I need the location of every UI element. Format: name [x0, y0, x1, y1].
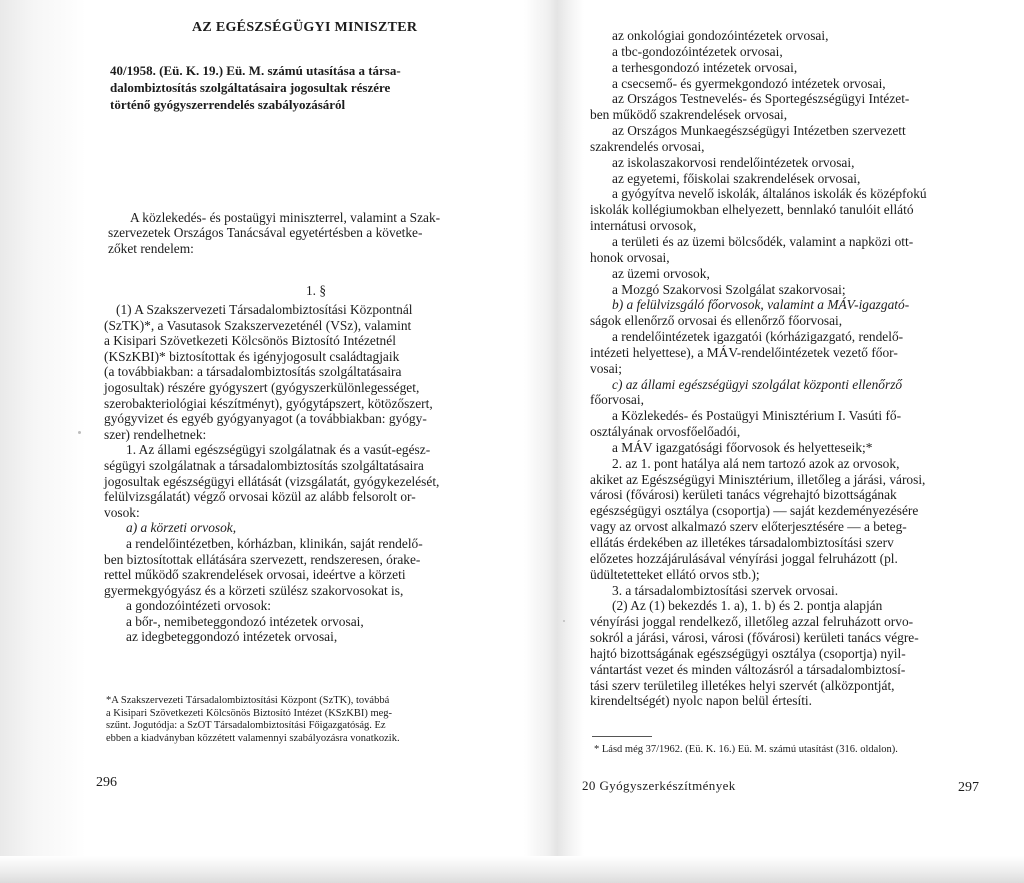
- text-line: szer) rendelhetnek:: [104, 426, 207, 442]
- text-line: kirendeltségét) nyolc napon belül értesíti.: [590, 693, 812, 709]
- text-line: honok orvosai,: [590, 249, 670, 265]
- text-line: ségügyi szolgálatnak a társadalombiztosítás szolgáltatásaira: [104, 457, 424, 473]
- right-page-number: 297: [958, 780, 979, 795]
- text-line: internátusi orvosok,: [590, 218, 697, 234]
- running-footer: [582, 778, 736, 794]
- list-item: c) az állami egészségügyi szolgálat központi ellenőrző: [612, 376, 903, 392]
- text-line: szervezetek Országos Tanácsával egyetértésben a követke-: [108, 225, 423, 241]
- paper-speck: [563, 620, 565, 622]
- text-line: ellátás érdekében az illetékes társadalombiztosítási szerv: [590, 535, 894, 550]
- text-line: (KSzKBI)* biztosítottak és igényjogosult családtagjaik: [104, 348, 400, 364]
- list-item: a gyógyítva nevelő iskolák, általános iskolák és középfokú: [612, 186, 927, 202]
- list-item: a MÁV igazgatósági főorvosok és helyetteseik;*: [612, 439, 873, 455]
- list-item: a területi és az üzemi bölcsődék, valamint a napközi ott-: [612, 233, 914, 249]
- right-page: [582, 0, 1010, 883]
- text-line: (2) Az (1) bekezdés 1. a), 1. b) és 2. pontja alapján: [612, 598, 883, 614]
- text-line: iskolák kollégiumokban elhelyezett, bennlakó tanulóit ellátó: [590, 202, 914, 218]
- footnote-line: ebben a kiadványban közzétett valamennyi szabályozásra vonatkozik.: [106, 732, 400, 744]
- list-item: a bőr-, nemibeteggondozó intézetek orvosai,: [126, 613, 364, 629]
- text-line: előzetes hozzájárulásával vényírási joggal felruházott (pl.: [590, 550, 898, 566]
- list-item: az Országos Testnevelés- és Sportegészségügyi Intézet-: [612, 91, 910, 107]
- list-item: a) a körzeti orvosok,: [126, 520, 237, 536]
- list-item: a rendelőintézetek igazgatói (kórházigazgató, rendelő-: [612, 329, 904, 345]
- left-page: [96, 0, 516, 883]
- footnote-line: *A Szakszervezeti Társadalombiztosítási Központ (SzTK), továbbá: [106, 695, 390, 706]
- text-line: 1. Az állami egészségügyi szolgálatnak és a vasút-egész-: [126, 442, 431, 458]
- footnote-line: a Kisipari Szövetkezeti Kölcsönös Biztosító Intézet (KSzKBI) meg-: [106, 707, 393, 719]
- text-line: felülvizsgálatát) végző orvosai közül az alább felsorolt or-: [104, 489, 416, 505]
- text-line: a Kisipari Szövetkezeti Kölcsönös Biztosító Intézetnél: [104, 333, 396, 349]
- text-line: vagy az orvost alkalmazó szerv előterjesztésére — a beteg-: [590, 519, 907, 535]
- text-line: (SzTK)*, a Vasutasok Szakszervezeténél (VSz), valamint: [104, 317, 412, 333]
- list-item: az iskolaszakorvosi rendelőintézetek orvosai,: [612, 154, 855, 170]
- text-line: ben működő szakrendelések orvosai,: [590, 107, 788, 123]
- text-line: vényírási joggal rendelkező, illetőleg azzal felruházott orvo-: [590, 614, 914, 630]
- text-line: A közlekedés- és postaügyi miniszterrel, valamint a Szak-: [130, 210, 441, 225]
- text-line: tási szerv területileg illetékes helyi szervét (alközpontját,: [590, 677, 895, 693]
- text-line: akiket az Egészségügyi Minisztérium, illetőleg a járási, városi,: [590, 471, 926, 487]
- left-footnote: [106, 695, 522, 745]
- text-line: zőket rendelem:: [108, 240, 194, 256]
- text-line: szakrendelés orvosai,: [590, 138, 705, 154]
- title-line: történő gyógyszerrendelés szabályozásáról: [110, 97, 346, 112]
- list-item: a terhesgondozó intézetek orvosai,: [612, 59, 798, 75]
- text-line: jogosultak egészségügyi ellátását (vizsgálatát, gyógykezelését,: [104, 473, 440, 489]
- text-line: szerobakteriológiai készítményt), gyógytápszert, kötözőszert,: [104, 395, 433, 411]
- text-line: főorvosai,: [590, 392, 644, 408]
- text-line: osztályának orvosfőelőadói,: [590, 424, 741, 440]
- text-line: a rendelőintézetben, kórházban, klinikán, saját rendelő-: [126, 535, 423, 551]
- title-line: 40/1958. (Eü. K. 19.) Eü. M. számú utasítása a társa-: [110, 63, 401, 78]
- text-line: üdültetetteket ellátó orvos stb.);: [590, 566, 760, 582]
- list-item: az üzemi orvosok,: [612, 265, 710, 281]
- title-line: dalombiztosítás szolgáltatásaira jogosultak részére: [110, 80, 391, 95]
- document-title: [110, 62, 540, 113]
- text-line: rettel működő szakrendelések orvosai, ideértve a körzeti: [104, 567, 406, 583]
- left-page-number: 296: [96, 775, 117, 790]
- page-heading: AZ EGÉSZSÉGÜGYI MINISZTER: [192, 20, 418, 35]
- footnote-line: szűnt. Jogutódja: a SzOT Társadalombiztosítási Főigazgatóság. Ez: [106, 720, 386, 731]
- section-label: 1. §: [305, 283, 327, 298]
- list-item: a gondozóintézeti orvosok:: [126, 598, 272, 614]
- list-item: az Országos Munkaegészségügyi Intézetben szervezett: [612, 123, 906, 139]
- text-line: (1) A Szakszervezeti Társadalombiztosítási Központnál: [116, 302, 413, 317]
- text-line: (a továbbiakban: a társadalombiztosítás szolgáltatásaira: [104, 364, 402, 380]
- footnote-line: * Lásd még 37/1962. (Eü. K. 16.) Eü. M. számú utasítást (316. oldalon).: [594, 744, 898, 755]
- text-line: sokról a járási, városi, városi (fővárosi) kerületi tanács végre-: [590, 630, 919, 646]
- paper-speck: [78, 431, 81, 434]
- text-line: városi (fővárosi) kerületi tanács végrehajtó bizottságának: [590, 487, 897, 503]
- intro-paragraph: [108, 210, 524, 256]
- text-line: gyógyvizet és egyéb gyógyanyagot (a továbbiakban: gyógy-: [104, 411, 427, 427]
- text-line: intézeti helyettese), a MÁV-rendelőintézetek vezető főor-: [590, 344, 898, 360]
- list-item: az idegbeteggondozó intézetek orvosai,: [126, 629, 338, 645]
- list-item: a Mozgó Szakorvosi Szolgálat szakorvosai;: [612, 281, 846, 297]
- text-line: hajtó bizottságának egészségügyi osztálya (csoportja) nyil-: [590, 645, 906, 661]
- right-body-text: [590, 28, 1010, 709]
- section-heading: [108, 283, 524, 298]
- list-item: a tbc-gondozóintézetek orvosai,: [612, 43, 783, 59]
- list-item: 2. az 1. pont hatálya alá nem tartozó azok az orvosok,: [612, 455, 900, 471]
- right-footnote: [594, 744, 1014, 757]
- left-paper-edge: [0, 0, 86, 883]
- list-item: b) a felülvizsgáló főorvosok, valamint a MÁV-igazgató-: [612, 297, 910, 313]
- list-item: az onkológiai gondozóintézetek orvosai,: [612, 28, 829, 43]
- text-line: ságok ellenőrző orvosai és ellenőrző főorvosai,: [590, 313, 843, 329]
- list-item: a Közlekedés- és Postaügyi Minisztérium I. Vasúti fő-: [612, 408, 902, 424]
- text-line: ben biztosítottak ellátására szervezett, rendszeresen, órake-: [104, 551, 421, 567]
- sheet-mark: 20: [582, 778, 596, 793]
- footer-title: Gyógyszerkészítmények: [599, 778, 736, 793]
- text-line: egészségügyi osztálya (csoportja) — saját kezdeményezésére: [590, 503, 919, 519]
- text-line: gyermekgyógyász és a körzeti szülész szakorvosokat is,: [104, 582, 404, 598]
- list-item: a csecsemő- és gyermekgondozó intézetek orvosai,: [612, 75, 886, 91]
- text-line: vántartást vezet és minden változásról a társadalombiztosí-: [590, 661, 906, 677]
- text-line: jogosultak) részére gyógyszert (gyógyszerkülönlegességet,: [104, 379, 420, 395]
- text-line: vosai;: [590, 360, 622, 376]
- list-item: 3. a társadalombiztosítási szervek orvosai.: [612, 582, 839, 598]
- text-line: vosok:: [104, 504, 140, 520]
- book-gutter: [524, 0, 584, 883]
- left-body-text: [104, 302, 520, 645]
- footnote-separator: [592, 736, 652, 737]
- list-item: az egyetemi, főiskolai szakrendelések orvosai,: [612, 170, 861, 186]
